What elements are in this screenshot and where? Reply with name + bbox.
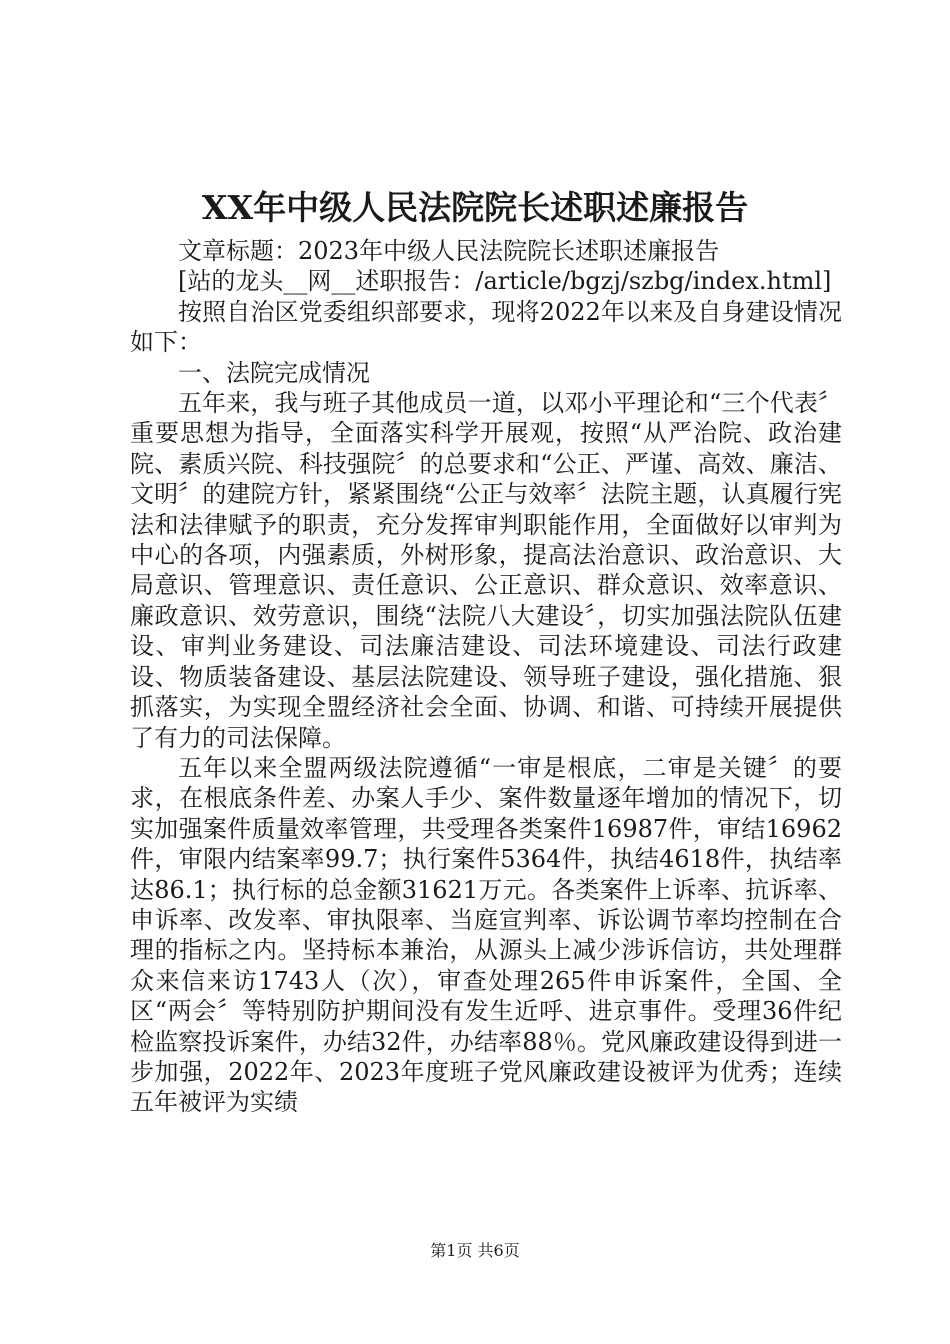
section-heading: 一、法院完成情况	[178, 358, 370, 387]
body-paragraph: 五年来，我与班子其他成员一道，以邓小平理论和“三个代表〞重要思想为指导，全面落实科学开展观，按照“从严治院、政治建院、素质兴院、科技强院〞的总要求和“公正、严谨、高效、廉洁、文明〞的建院方针，紧紧围绕“公正与效率〞法院主题，认真履行宪法和法律赋予的职责，充分发挥审判职能作用，全面做好以审判为中心的各项，内强素质，外树形象，提高法治意识、政治意识、大局意识、管理意识、责任意识、公正意识、群众意识、效率意识、廉政意识、效劳意识，围绕“法院八大建设〞，切实加强法院队伍建设、审判业务建设、司法廉洁建设、司法环境建设、司法行政建设、物质装备建设、基层法院建设、领导班子建设，强化措施、狠抓落实，为实现全盟经济社会全面、协调、和谐、可持续开展提供了有力的司法保障。	[130, 389, 842, 752]
intro-paragraph: 按照自治区党委组织部要求，现将2022年以来及自身建设情况如下：	[130, 297, 842, 357]
body-paragraph: 五年以来全盟两级法院遵循“一审是根底，二审是关键〞的要求，在根底条件差、办案人手少、案件数量逐年增加的情况下，切实加强案件质量效率管理，共受理各类案件16987件，审结16962件，审限内结案率99.7；执行案件5364件，执结4618件，执结率达86.1；执行标的总金额31621万元。各类案件上诉率、抗诉率、申诉率、改发率、审执限率、当庭宣判率、诉讼调节率均控制在合理的指标之内。坚持标本兼治，从源头上减少涉诉信访，共处理群众来信来访1743人（次），审查处理265件申诉案件，全国、全区“两会〞等特别防护期间没有发生近呼、进京事件。受理36件纪检监察投诉案件，办结32件，办结率88％。党风廉政建设得到进一步加强，2022年、2023年度班子党风廉政建设被评为优秀；连续五年被评为实绩	[130, 753, 842, 1117]
document-body	[130, 236, 842, 1118]
source-link-line: [站的龙头__网__述职报告：/article/bgzj/szbg/index.html]	[178, 267, 832, 296]
page-number: 第1页 共6页	[430, 1241, 520, 1260]
article-title-line: 文章标题：2023年中级人民法院院长述职述廉报告	[178, 237, 720, 265]
document-title: XX年中级人民法院院长述职述廉报告	[201, 188, 749, 227]
